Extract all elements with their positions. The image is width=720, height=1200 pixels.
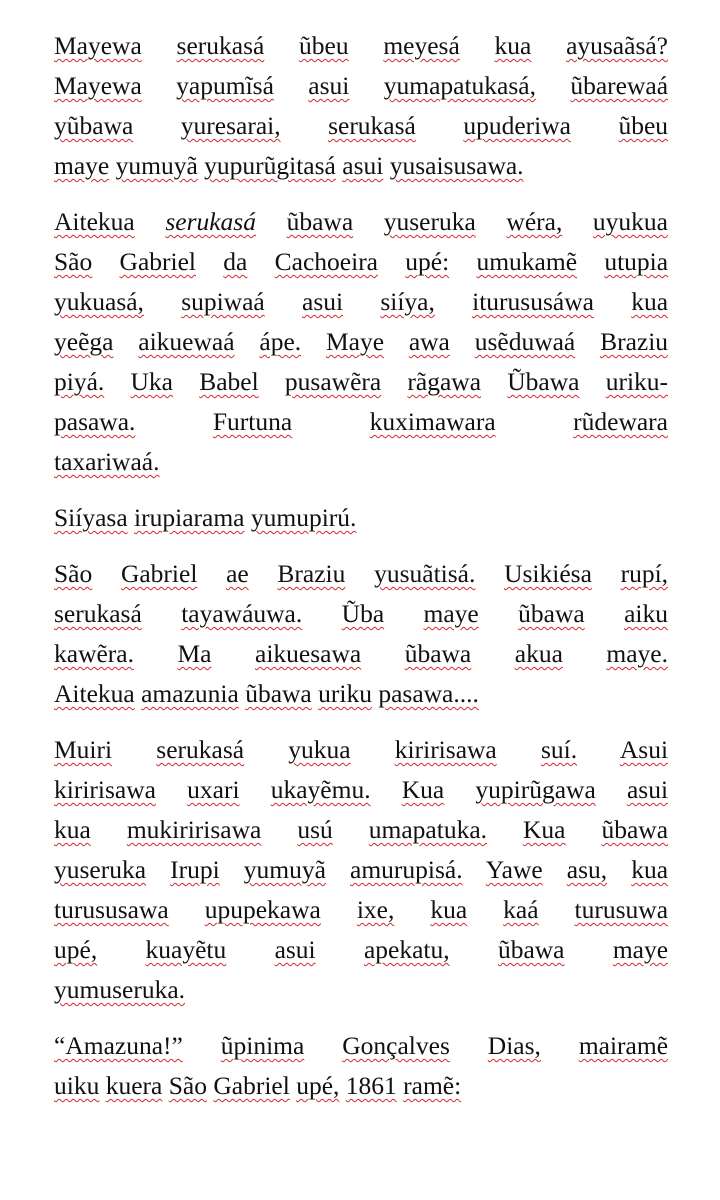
word: Babel xyxy=(199,367,259,396)
word: ramẽ: xyxy=(403,1071,462,1100)
word: Kua xyxy=(523,815,566,844)
word: yusaisusawa. xyxy=(389,151,524,180)
word: upé: xyxy=(405,247,450,276)
word: yumuyã xyxy=(115,151,198,180)
text-line xyxy=(54,282,668,322)
word: amurupisá. xyxy=(350,855,463,884)
word: irupiarama xyxy=(134,503,245,532)
word: Dias, xyxy=(487,1031,541,1060)
word: Aitekua xyxy=(54,679,135,708)
text-line xyxy=(54,1026,668,1066)
word: aikuesawa xyxy=(255,639,362,668)
word: asui xyxy=(626,775,669,804)
text-line xyxy=(54,770,668,810)
word: serukasá xyxy=(54,599,142,628)
word: upuderiwa xyxy=(463,111,571,140)
text-line xyxy=(54,106,668,146)
word: Gabriel xyxy=(119,247,196,276)
word: kuximawara xyxy=(369,407,496,436)
word: upupekawa xyxy=(204,895,321,924)
word: Usikiésa xyxy=(504,559,592,588)
text-line xyxy=(54,66,668,106)
word: ũpinima xyxy=(220,1031,305,1060)
word: usú xyxy=(297,815,333,844)
text-line xyxy=(54,554,668,594)
word: da xyxy=(223,247,248,276)
word: upé, xyxy=(54,935,98,964)
word: yeẽga xyxy=(54,327,114,356)
word: yumuyã xyxy=(243,855,326,884)
word: yupurũgitasá xyxy=(204,151,336,180)
word: Muiri xyxy=(54,735,113,764)
word: pasawa. xyxy=(54,407,136,436)
word: siíya, xyxy=(380,287,435,316)
text-line xyxy=(54,634,668,674)
word: awa xyxy=(408,327,450,356)
word: kuera xyxy=(105,1071,163,1100)
word: utupia xyxy=(604,247,669,276)
word: kua xyxy=(494,31,532,60)
word: São xyxy=(54,559,93,588)
word: yapumĩsá xyxy=(176,71,274,100)
word: ayusaãsá? xyxy=(566,31,669,60)
word: asui xyxy=(342,151,384,180)
word: pusawẽra xyxy=(284,367,382,396)
text-line xyxy=(54,810,668,850)
word: taxariwaá. xyxy=(54,447,160,476)
text-line xyxy=(54,402,668,442)
text-line xyxy=(54,594,668,634)
text-line xyxy=(54,498,668,538)
word: maye. xyxy=(606,639,669,668)
word: ápe. xyxy=(259,327,302,356)
paragraph-5 xyxy=(54,730,668,1010)
italic-word: serukasá xyxy=(165,207,256,236)
word: tayawáuwa. xyxy=(181,599,303,628)
word: Irupi xyxy=(170,855,220,884)
word: maye xyxy=(423,599,479,628)
word: Braziu xyxy=(600,327,669,356)
word: Siíyasa xyxy=(54,503,128,532)
word: yumuseruka. xyxy=(54,975,186,1004)
word: ixe, xyxy=(356,895,395,924)
word: pasawa.... xyxy=(378,679,479,708)
word: Ũbawa xyxy=(507,367,580,396)
word: uyukua xyxy=(592,207,668,236)
word: maye xyxy=(54,151,110,180)
word: yumapatukasá, xyxy=(383,71,536,100)
word: suí. xyxy=(540,735,578,764)
word: yupirũgawa xyxy=(475,775,596,804)
word: serukasá xyxy=(328,111,416,140)
word: ũbawa xyxy=(404,639,472,668)
text-line xyxy=(54,26,668,66)
word: akua xyxy=(514,639,563,668)
word: piyá. xyxy=(54,367,105,396)
text-line xyxy=(54,970,668,1010)
text-line xyxy=(54,850,668,890)
word: yukua xyxy=(288,735,351,764)
word: ũbeu xyxy=(299,31,349,60)
word: ũbeu xyxy=(618,111,669,140)
paragraph-6 xyxy=(54,1026,668,1106)
word: mukiririsawa xyxy=(126,815,262,844)
word: asui xyxy=(308,71,350,100)
word: yũbawa xyxy=(54,111,134,140)
word: kaá xyxy=(503,895,539,924)
word: Maye xyxy=(325,327,385,356)
word: ae xyxy=(226,559,249,588)
word: Cachoeira xyxy=(274,247,378,276)
word: aiku xyxy=(624,599,669,628)
word: São xyxy=(54,247,93,276)
word: Yawe xyxy=(485,855,543,884)
text-line xyxy=(54,242,668,282)
word: Kua xyxy=(401,775,445,804)
word: kua xyxy=(631,855,669,884)
word: ũbawa xyxy=(601,815,669,844)
word: Gonçalves xyxy=(342,1031,450,1060)
word: uriku xyxy=(318,679,372,708)
text-line xyxy=(54,202,668,242)
word: ukayẽmu. xyxy=(270,775,371,804)
word: ũbawa xyxy=(245,679,312,708)
word: kiririsawa xyxy=(394,735,497,764)
paragraph-1 xyxy=(54,26,668,186)
text-line xyxy=(54,730,668,770)
word: yumupirú. xyxy=(250,503,357,532)
word: usẽduwaá xyxy=(474,327,576,356)
word: Gabriel xyxy=(120,559,198,588)
word: rãgawa xyxy=(407,367,482,396)
word: maye xyxy=(612,935,669,964)
text-line xyxy=(54,442,668,482)
word: Braziu xyxy=(277,559,346,588)
word: São xyxy=(168,1071,207,1100)
word: kua xyxy=(631,287,669,316)
word: Gabriel xyxy=(213,1071,290,1100)
word: kua xyxy=(54,815,91,844)
word: rupí, xyxy=(620,559,669,588)
text-line xyxy=(54,930,668,970)
word: wéra, xyxy=(506,207,563,236)
word: yusuãtisá. xyxy=(374,559,476,588)
document-page xyxy=(54,26,668,1122)
word: Aitekua xyxy=(54,207,135,236)
word: Uka xyxy=(130,367,173,396)
word: uxari xyxy=(187,775,240,804)
word: ũbarewaá xyxy=(570,71,669,100)
word: turususawa xyxy=(54,895,169,924)
word: ũbawa xyxy=(497,935,565,964)
word: kua xyxy=(430,895,468,924)
word: upé, xyxy=(296,1071,340,1100)
word: uiku xyxy=(54,1071,100,1100)
word: Mayewa xyxy=(54,71,142,100)
word: umukamẽ xyxy=(476,247,578,276)
word: kuayẽtu xyxy=(145,935,227,964)
text-line xyxy=(54,890,668,930)
word: iturususáwa xyxy=(472,287,594,316)
word: Mayewa xyxy=(54,31,142,60)
word: ũbawa xyxy=(286,207,354,236)
word: serukasá xyxy=(176,31,265,60)
word: turusuwa xyxy=(574,895,669,924)
word: Ũba xyxy=(341,599,385,628)
text-line xyxy=(54,362,668,402)
word: “Amazuna!” xyxy=(54,1031,183,1060)
text-line xyxy=(54,674,668,714)
text-line xyxy=(54,146,668,186)
word: yuseruka xyxy=(383,207,476,236)
word: apekatu, xyxy=(363,935,450,964)
word: kiririsawa xyxy=(54,775,156,804)
paragraph-2 xyxy=(54,202,668,482)
text-line xyxy=(54,322,668,362)
word: mairamẽ xyxy=(578,1031,669,1060)
word: serukasá xyxy=(156,735,245,764)
word: Asui xyxy=(619,735,669,764)
word: uriku- xyxy=(605,367,669,396)
word: asu, xyxy=(566,855,608,884)
word: yukuasá, xyxy=(54,287,144,316)
word: asui xyxy=(302,287,344,316)
word: aikuewaá xyxy=(138,327,235,356)
word: 1861 xyxy=(345,1071,397,1100)
word: kawẽra. xyxy=(54,639,134,668)
text-line xyxy=(54,1066,668,1106)
word: supiwaá xyxy=(181,287,265,316)
word: amazunia xyxy=(141,679,239,708)
word: yuseruka xyxy=(54,855,147,884)
word: Furtuna xyxy=(212,407,293,436)
word: meyesá xyxy=(383,31,460,60)
word: yuresarai, xyxy=(180,111,281,140)
paragraph-3 xyxy=(54,498,668,538)
paragraph-4 xyxy=(54,554,668,714)
word: asui xyxy=(274,935,316,964)
word: ũbawa xyxy=(518,599,585,628)
word: Ma xyxy=(177,639,212,668)
word: umapatuka. xyxy=(368,815,488,844)
word: rũdewara xyxy=(573,407,668,436)
